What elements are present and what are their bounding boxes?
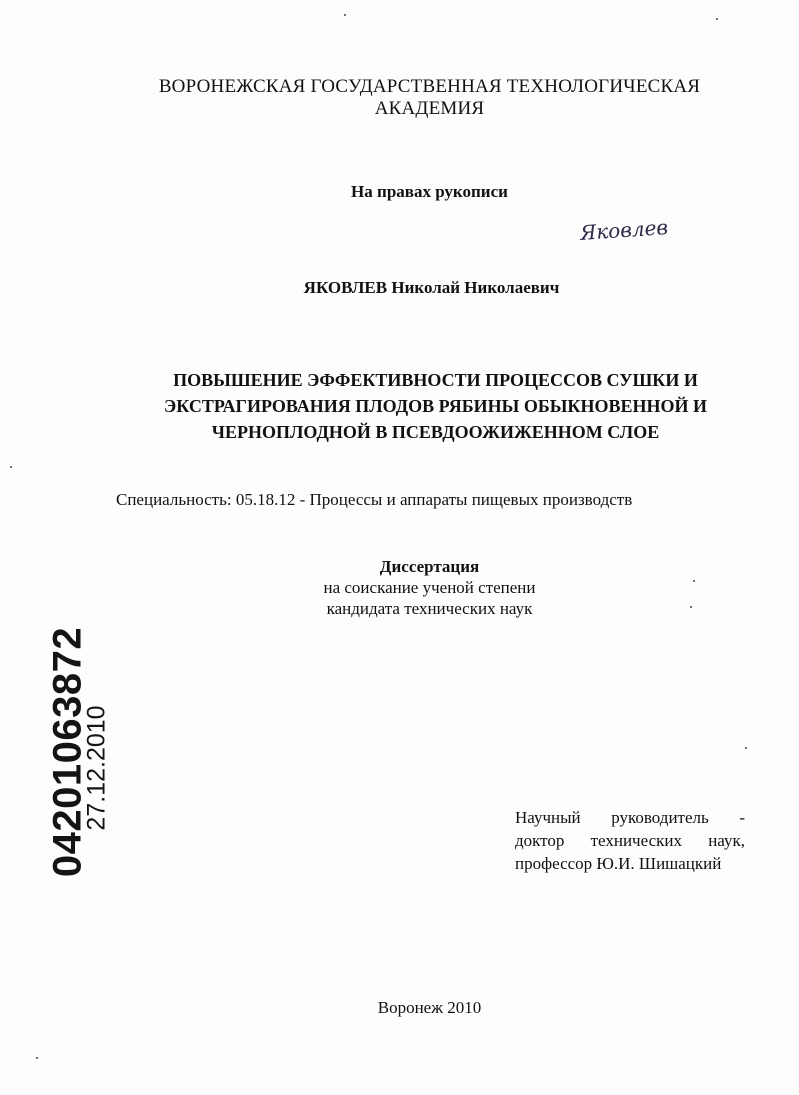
scan-speck — [10, 466, 12, 468]
supervisor-line-3: профессор Ю.И. Шишацкий — [515, 854, 722, 873]
scan-speck — [36, 1057, 38, 1059]
supervisor-degree-word-3: наук, — [708, 831, 745, 850]
institution-line-2: АКАДЕМИЯ — [374, 98, 485, 119]
degree-line-2: кандидата технических наук — [326, 599, 533, 618]
archive-stamp-code: 04201063872 — [45, 626, 90, 878]
scan-speck — [716, 18, 718, 20]
scan-speck — [693, 580, 695, 582]
degree-block — [30, 556, 799, 619]
institution-line-1: ВОРОНЕЖСКАЯ ГОСУДАРСТВЕННАЯ ТЕХНОЛОГИЧЕСКАЯ — [158, 76, 701, 97]
supervisor-block — [515, 806, 745, 875]
supervisor-line-1 — [515, 806, 745, 829]
dissertation-title — [36, 367, 799, 445]
scan-speck — [745, 747, 747, 749]
handwritten-signature: Яковлев — [579, 214, 669, 246]
city-year: Воронеж 2010 — [377, 998, 482, 1017]
institution-name — [30, 76, 799, 120]
specialty-line: Специальность: 05.18.12 - Процессы и аппараты пищевых производств — [116, 490, 633, 509]
supervisor-degree-word-1: доктор — [515, 831, 565, 850]
author-name: ЯКОВЛЕВ Николай Николаевич — [303, 278, 560, 297]
supervisor-degree-word-2: технических — [590, 831, 682, 850]
title-line-1: ПОВЫШЕНИЕ ЭФФЕКТИВНОСТИ ПРОЦЕССОВ СУШКИ И — [173, 370, 698, 390]
title-line-2: ЭКСТРАГИРОВАНИЯ ПЛОДОВ РЯБИНЫ ОБЫКНОВЕННОЙ И — [164, 396, 707, 416]
archive-stamp-date: 27.12.2010 — [82, 705, 111, 831]
scan-speck — [690, 606, 692, 608]
scan-speck — [344, 14, 346, 16]
title-line-3: ЧЕРНОПЛОДНОЙ В ПСЕВДООЖИЖЕННОМ СЛОЕ — [211, 422, 660, 442]
supervisor-line-2 — [515, 829, 745, 852]
rights-notice: На правах рукописи — [351, 182, 508, 201]
degree-heading: Диссертация — [379, 557, 480, 576]
supervisor-word-1: Научный — [515, 808, 581, 827]
degree-line-1: на соискание ученой степени — [323, 578, 536, 597]
supervisor-word-2: руководитель — [611, 808, 709, 827]
supervisor-dash: - — [739, 808, 745, 827]
